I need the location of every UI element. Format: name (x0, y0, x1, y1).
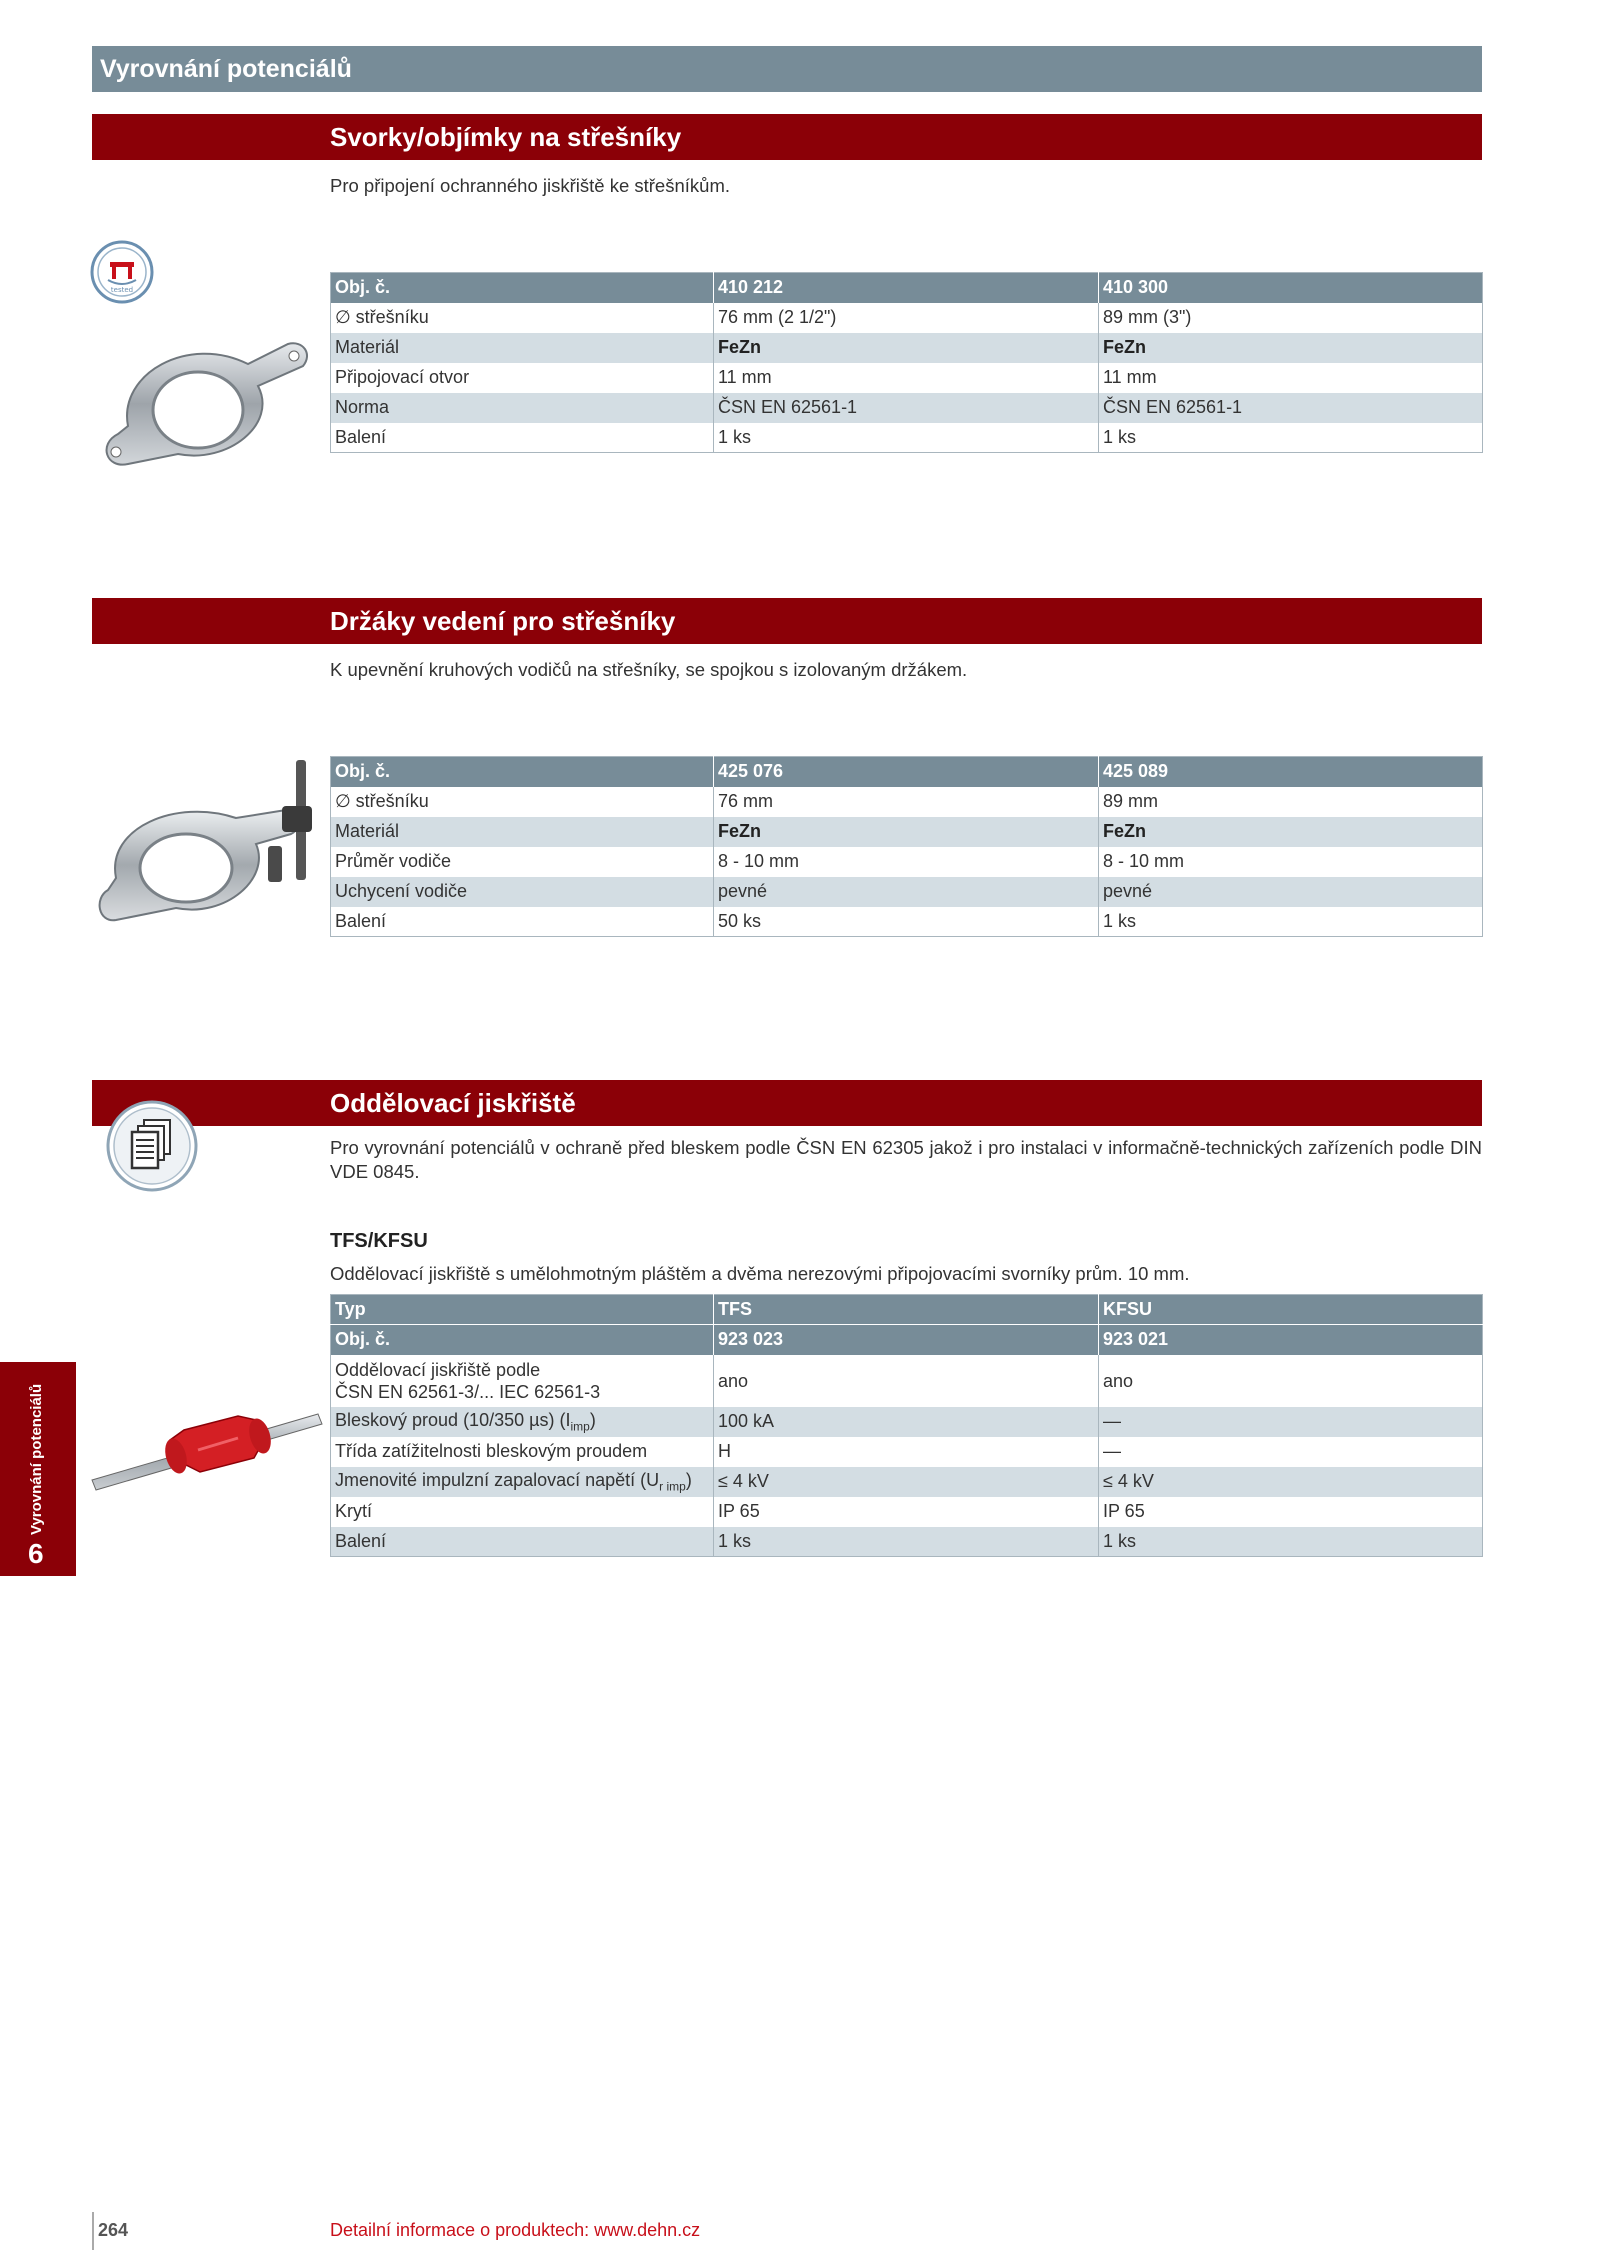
product-subheading: TFS/KFSU (330, 1230, 428, 1252)
page-header-title: Vyrovnání potenciálů (92, 46, 1482, 92)
table-cell-line: Oddělovací jiskřiště podle (335, 1359, 541, 1380)
tested-badge-icon (90, 240, 154, 304)
table-row (331, 847, 1483, 877)
table-cell: — (1099, 1407, 1483, 1437)
table-row (331, 787, 1483, 817)
table-cell: H (714, 1437, 1099, 1467)
section-title: Oddělovací jiskřiště (330, 1088, 576, 1118)
spark-gap-image (88, 1400, 328, 1500)
document-icon (106, 1100, 198, 1192)
table-cell: 1 ks (1099, 1527, 1483, 1557)
table-cell: ano (1103, 1370, 1134, 1391)
table-cell (331, 1407, 714, 1437)
table-cell: pevné (714, 877, 1099, 907)
table-cell: ČSN EN 62561-1 (714, 393, 1099, 423)
footer-divider (92, 2212, 94, 2250)
table-header-row (331, 1295, 1483, 1325)
table-cell: ∅ střešníku (331, 303, 714, 333)
table-header-cell: Typ (331, 1295, 714, 1325)
table-cell: 89 mm (1103, 791, 1159, 811)
table-header-cell: 923 021 (1099, 1325, 1483, 1355)
subscript: imp (570, 1419, 590, 1434)
table-header-cell: 425 076 (714, 757, 1099, 787)
table-cell-text: ) (589, 1409, 596, 1430)
table-cell-text: Jmenovité impulzní zapalovací napětí (U (335, 1469, 660, 1490)
roof-clamp-image (88, 314, 328, 474)
table-row (331, 333, 1483, 363)
table-cell: 100 kA (714, 1407, 1099, 1437)
table-cell: pevné (1099, 877, 1483, 907)
table-cell-line: ČSN EN 62561-3/... IEC 62561-3 (335, 1381, 601, 1402)
table-cell: ano (714, 1355, 1099, 1407)
table-cell: 8 - 10 mm (1103, 851, 1185, 871)
table-cell: FeZn (714, 333, 1099, 363)
section-description: Pro vyrovnání potenciálů v ochraně před bleskem podle ČSN EN 62305 jakož i pro instalaci v informačně-technických zařízeních podle DIN VDE 0845. (330, 1137, 1482, 1182)
table-header-cell: TFS (714, 1295, 1099, 1325)
table-cell-text: Bleskový proud (10/350 µs) (I (335, 1409, 571, 1430)
table-cell: 89 mm (3") (1103, 307, 1192, 327)
table-cell: — (1103, 1441, 1121, 1461)
table-cell: ≤ 4 kV (1099, 1467, 1483, 1497)
table-header-cell: Obj. č. (331, 757, 714, 787)
table-row (331, 423, 1483, 453)
table-cell: IP 65 (714, 1497, 1099, 1527)
table-row (331, 907, 1483, 937)
section-title: Svorky/objímky na střešníky (330, 122, 682, 152)
table-row (331, 1497, 1483, 1527)
table-cell: Krytí (331, 1497, 714, 1527)
table-header-cell: 410 212 (714, 273, 1099, 303)
tested-badge-label: tested (110, 286, 134, 294)
table-row (331, 393, 1483, 423)
spec-table (330, 756, 1483, 937)
table-header-cell: Obj. č. (331, 273, 714, 303)
table-header-row (331, 757, 1483, 787)
table-row (331, 1407, 1483, 1437)
spec-table (330, 272, 1483, 453)
table-cell: ČSN EN 62561-1 (1099, 393, 1483, 423)
conductor-holder-image (86, 758, 326, 938)
table-header-cell: 923 023 (714, 1325, 1099, 1355)
table-cell: FeZn (1099, 333, 1483, 363)
table-cell: Průměr vodiče (331, 847, 714, 877)
section-description: K upevnění kruhových vodičů na střešníky, se spojkou s izolovaným držákem. (330, 659, 968, 680)
page-number: 264 (98, 2220, 129, 2240)
table-header-row (331, 1325, 1483, 1355)
table-cell: Uchycení vodiče (331, 877, 714, 907)
table-cell: 76 mm (714, 787, 1099, 817)
table-header-row (331, 273, 1483, 303)
table-cell: FeZn (714, 817, 1099, 847)
table-cell: ∅ střešníku (331, 787, 714, 817)
table-row (331, 303, 1483, 333)
table-row (331, 1355, 1483, 1407)
table-row (331, 877, 1483, 907)
table-cell: 1 ks (1103, 426, 1137, 447)
section-bar (92, 1080, 1482, 1126)
table-cell (331, 1467, 714, 1497)
table-cell (331, 1355, 714, 1407)
table-cell: Třída zatížitelnosti bleskovým proudem (331, 1437, 714, 1467)
subscript: r imp (659, 1479, 686, 1494)
table-cell: 50 ks (714, 907, 1099, 937)
table-cell: 8 - 10 mm (714, 847, 1099, 877)
table-cell: 11 mm (714, 363, 1099, 393)
spec-table (330, 1294, 1483, 1557)
table-cell: IP 65 (1103, 1501, 1145, 1521)
table-row (331, 1437, 1483, 1467)
chapter-side-tab-label: Vyrovnání potenciálů (28, 1383, 45, 1535)
table-cell: FeZn (1099, 817, 1483, 847)
footer-product-link[interactable]: Detailní informace o produktech: www.dehn.cz (330, 2220, 701, 2240)
table-cell: 1 ks (714, 423, 1099, 453)
chapter-number: 6 (28, 1538, 44, 1569)
table-row (331, 817, 1483, 847)
table-cell: Balení (331, 1527, 714, 1557)
table-row (331, 1527, 1483, 1557)
table-cell: Materiál (331, 333, 714, 363)
table-cell: Materiál (331, 817, 714, 847)
table-header-cell: Obj. č. (331, 1325, 714, 1355)
table-header-cell: KFSU (1099, 1295, 1483, 1325)
table-cell: 1 ks (1103, 910, 1137, 931)
table-cell: 11 mm (1103, 367, 1157, 387)
table-header-cell: 425 089 (1099, 757, 1483, 787)
table-header-cell: 410 300 (1099, 273, 1483, 303)
product-description: Oddělovací jiskřiště s umělohmotným pláštěm a dvěma nerezovými připojovacími svorníky prům. 10 mm. (330, 1263, 1190, 1284)
table-cell: 1 ks (714, 1527, 1099, 1557)
table-cell: ≤ 4 kV (714, 1467, 1099, 1497)
section-bar (92, 114, 1482, 160)
table-cell: Balení (331, 423, 714, 453)
section-title: Držáky vedení pro střešníky (330, 606, 676, 636)
table-cell: Připojovací otvor (331, 363, 714, 393)
table-row (331, 1467, 1483, 1497)
table-cell-text: ) (685, 1469, 692, 1490)
section-description: Pro připojení ochranného jiskřiště ke střešníkům. (330, 175, 730, 196)
table-cell: Balení (331, 907, 714, 937)
table-row (331, 363, 1483, 393)
section-bar (92, 598, 1482, 644)
table-cell: Norma (331, 393, 714, 423)
table-cell: 76 mm (2 1/2") (714, 303, 1099, 333)
